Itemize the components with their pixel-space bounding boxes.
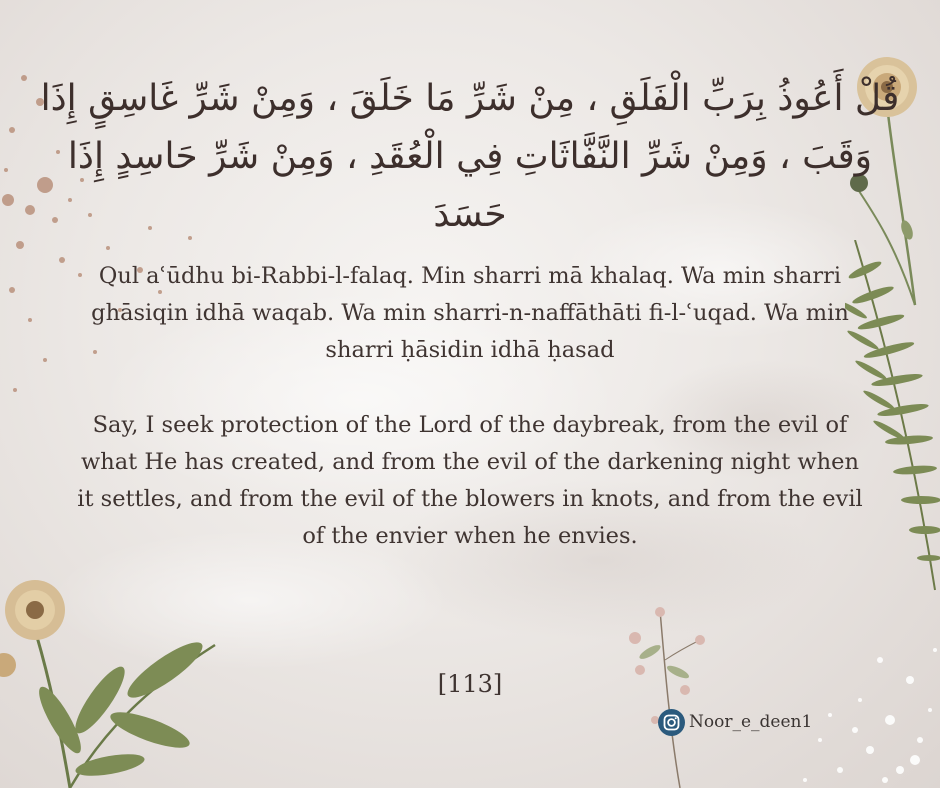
instagram-handle[interactable]: [658, 708, 812, 736]
small-flowers-decoration: [610, 600, 710, 788]
white-speckle-decoration: [760, 620, 940, 788]
arabic-verse-text: قُلْ أَعُوذُ بِرَبِّ الْفَلَقِ ، مِنْ شَرِّ مَا خَلَقَ ، وَمِنْ شَرِّ غَاسِقٍ إِذَا وَقَبَ ، وَمِنْ شَرِّ النَّفَّاثَاتِ فِي الْعُقَدِ ، وَمِنْ شَرِّ حَاسِدٍ إِذَا حَسَدَ: [40, 78, 900, 235]
surah-reference: [113]: [437, 670, 503, 698]
flower-leaves-bottom-left: [0, 570, 240, 788]
translation-text: Say, I seek protection of the Lord of the daybreak, from the evil of what He has created, and from the evil of the darkening night when it settles, and from the evil of the blowers in knots, and from the evil of the envier when he envies.: [77, 412, 863, 549]
instagram-icon: [658, 709, 685, 736]
transliteration-text: Qul aʿūdhu bi-Rabbi-l-falaq. Min sharri mā khalaq. Wa min sharri ghāsiqin idhā waqab. Wa min sharri-n-naffāthāti fi-l-ʿuqad. Wa min sharri ḥāsidin idhā ḥasad: [91, 263, 849, 363]
instagram-handle-text: Noor_e_deen1: [689, 712, 813, 732]
